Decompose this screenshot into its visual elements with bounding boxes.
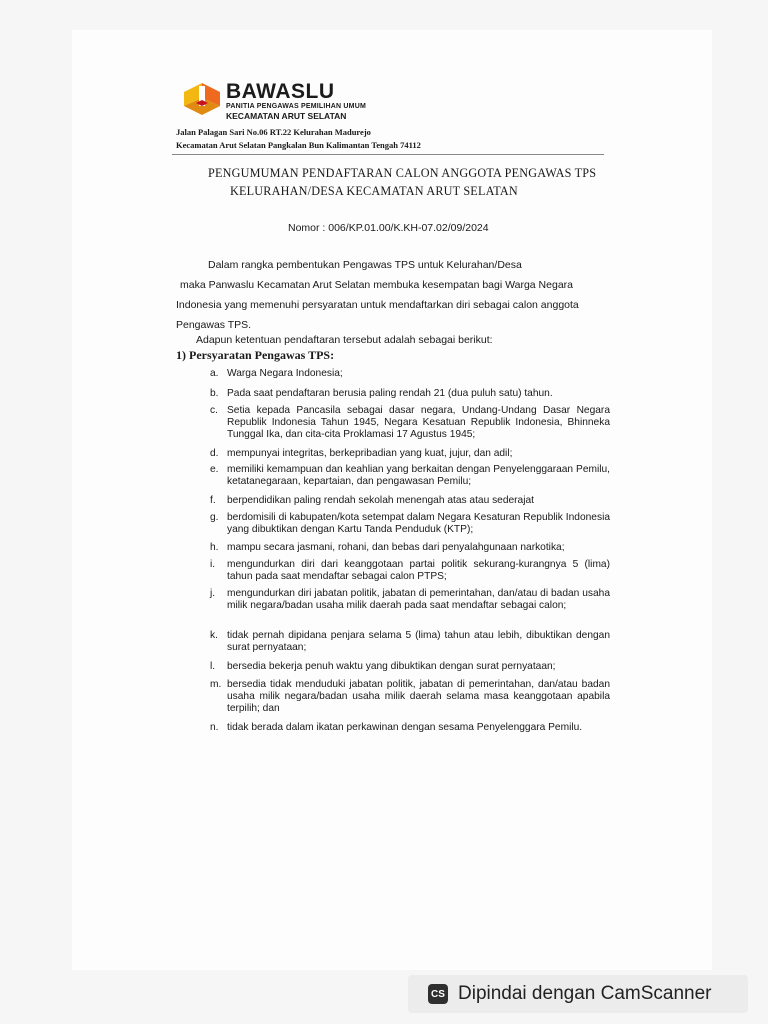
list-item-text: Warga Negara Indonesia;: [227, 368, 343, 379]
list-item: [210, 542, 610, 554]
intro-line-4: Pengawas TPS.: [176, 319, 252, 331]
org-district: KECAMATAN ARUT SELATAN: [226, 111, 347, 121]
list-marker: i.: [210, 559, 216, 570]
address-line-2: Kecamatan Arut Selatan Pangkalan Bun Kalimantan Tengah 74112: [176, 140, 421, 150]
document-number: Nomor : 006/KP.01.00/K.KH-07.02/09/2024: [288, 222, 489, 234]
list-marker: a.: [210, 368, 219, 379]
list-item: [210, 679, 610, 715]
list-item-text: mampu secara jasmani, rohani, dan bebas dari penyalahgunaan narkotika;: [227, 542, 565, 553]
intro-line-2: maka Panwaslu Kecamatan Arut Selatan membuka kesempatan bagi Warga Negara: [180, 279, 573, 291]
list-item-text: berdomisili di kabupaten/kota setempat dalam Negara Kesaturan Republik Indonesia yang dibuktikan dengan Kartu Tanda Penduduk (KTP);: [227, 512, 610, 535]
document-title-line-2: KELURAHAN/DESA KECAMATAN ARUT SELATAN: [230, 184, 518, 198]
list-marker: f.: [210, 495, 216, 506]
list-marker: g.: [210, 512, 219, 523]
list-item: [210, 512, 610, 536]
list-item-text: bersedia bekerja penuh waktu yang dibuktikan dengan surat pernyataan;: [227, 661, 556, 672]
list-item: [210, 722, 610, 734]
list-item: [210, 661, 610, 673]
intro-line-1: Dalam rangka pembentukan Pengawas TPS untuk Kelurahan/Desa: [208, 259, 522, 271]
address-line-1: Jalan Palagan Sari No.06 RT.22 Kelurahan Madurejo: [176, 127, 371, 137]
list-item-text: mengundurkan diri jabatan politik, jabatan di pemerintahan, dan/atau di badan usaha milik negara/badan usaha milik daerah pada saat mendaftar sebagai calon;: [227, 588, 610, 611]
list-item-text: Pada saat pendaftaran berusia paling rendah 21 (dua puluh satu) tahun.: [227, 388, 553, 399]
list-item-text: memiliki kemampuan dan keahlian yang berkaitan dengan Penyelenggaraan Pemilu, ketatanegaraan, kepartaian, dan pengawasan Pemilu;: [227, 464, 610, 487]
list-marker: n.: [210, 722, 219, 733]
list-marker: l.: [210, 661, 216, 672]
list-item-text: Setia kepada Pancasila sebagai dasar negara, Undang-Undang Dasar Negara Republik Indonesia Tahun 1945, Negara Kesatuan Republik Indonesia, Bhinneka Tunggal Ika, dan cita-cita Proklamasi 17 Agustus 1945;: [227, 405, 610, 440]
intro-line-3: Indonesia yang memenuhi persyaratan untuk mendaftarkan diri sebagai calon anggota: [176, 299, 579, 311]
section-heading: 1) Persyaratan Pengawas TPS:: [176, 348, 335, 362]
list-item: [210, 464, 610, 488]
list-marker: c.: [210, 405, 218, 416]
header-divider: [172, 154, 604, 155]
list-item-text: tidak berada dalam ikatan perkawinan dengan sesama Penyelenggara Pemilu.: [227, 722, 583, 733]
list-item-text: berpendidikan paling rendah sekolah menengah atas atau sederajat: [227, 495, 534, 506]
list-item: [210, 630, 610, 654]
list-marker: m.: [210, 679, 222, 690]
list-item-text: tidak pernah dipidana penjara selama 5 (lima) tahun atau lebih, dibuktikan dengan surat pernyataan;: [227, 630, 610, 653]
intro-paragraph: [176, 255, 608, 335]
list-item: [210, 588, 610, 612]
list-item: [210, 559, 610, 583]
list-marker: d.: [210, 448, 219, 459]
list-item: [210, 405, 610, 441]
document-title-line-1: PENGUMUMAN PENDAFTARAN CALON ANGGOTA PENGAWAS TPS: [208, 166, 597, 180]
list-item: [210, 388, 610, 400]
camscanner-icon: CS: [428, 984, 448, 1004]
list-item: [210, 448, 610, 460]
list-marker: h.: [210, 542, 219, 553]
list-item-text: bersedia tidak menduduki jabatan politik, jabatan di pemerintahan, dan/atau badan usaha milik negara/badan usaha milik daerah selama masa keanggotaan apabila terpilih; dan: [227, 679, 610, 714]
list-item: [210, 495, 610, 507]
list-marker: e.: [210, 464, 219, 475]
org-name: BAWASLU: [226, 80, 335, 103]
list-item-text: mengundurkan diri dari keanggotaan partai politik sekurang-kurangnya 5 (lima) tahun pada saat mendaftar sebagai calon PTPS;: [227, 559, 610, 582]
list-item: [210, 368, 610, 380]
list-item-text: mempunyai integritas, berkepribadian yang kuat, jujur, dan adil;: [227, 448, 513, 459]
org-subtitle: PANITIA PENGAWAS PEMILIHAN UMUM: [226, 103, 366, 110]
list-marker: b.: [210, 388, 219, 399]
bawaslu-logo-icon: [180, 76, 224, 120]
provisions-intro: Adapun ketentuan pendaftaran tersebut adalah sebagai berikut:: [196, 334, 493, 346]
list-marker: j.: [210, 588, 216, 599]
camscanner-watermark: [408, 975, 748, 1013]
list-marker: k.: [210, 630, 218, 641]
camscanner-text: Dipindai dengan CamScanner: [458, 983, 712, 1004]
